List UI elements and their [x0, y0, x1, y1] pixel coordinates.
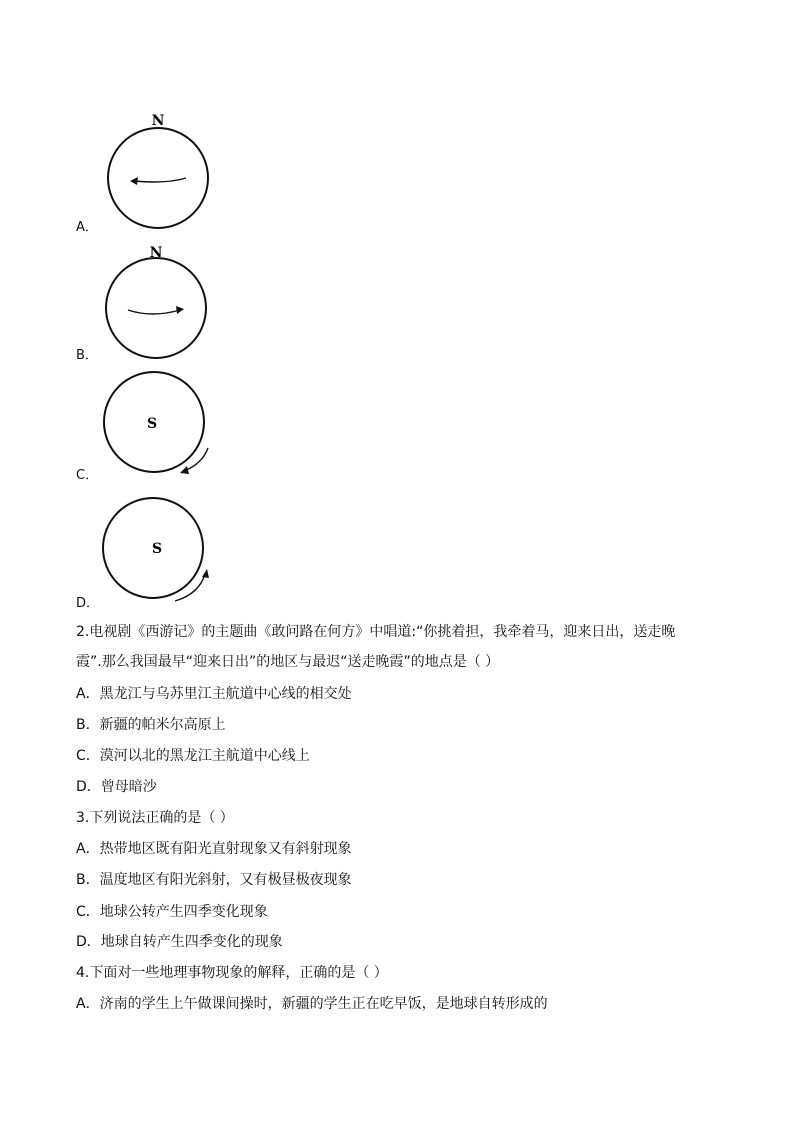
question-3-option-d: D．地球自转产生四季变化的现象: [76, 934, 283, 950]
globe-north-diagram-a: [106, 110, 216, 230]
figure-letter-a: A．: [76, 220, 98, 235]
globe-south-diagram-d: [103, 498, 223, 608]
question-2-option-c: C．漠河以北的黑龙江主航道中心线上: [76, 748, 310, 764]
figure-b: [104, 242, 214, 362]
figure-d: [103, 498, 223, 608]
globe-outline-a: [108, 128, 208, 228]
arrowhead-clockwise-icon: [180, 466, 189, 474]
globe-outline-b: [106, 258, 206, 358]
globe-south-diagram-c: [104, 372, 224, 482]
globe-north-diagram-b: [104, 242, 214, 362]
question-2-option-d: D．曾母暗沙: [76, 779, 157, 795]
question-4-option-a: A．济南的学生上午做课间操时，新疆的学生正在吃早饭，是地球自转形成的: [76, 996, 548, 1012]
question-3-stem: 3.下列说法正确的是（ ）: [76, 810, 234, 826]
rotation-arrow-b: [128, 310, 180, 314]
figure-letter-d: D．: [76, 596, 100, 611]
figure-a: [106, 110, 216, 230]
question-2-option-b: B．新疆的帕米尔高原上: [76, 717, 226, 733]
arrowhead-left-icon: [130, 177, 138, 185]
rotation-arrow-d: [175, 574, 205, 601]
arrowhead-counterclockwise-icon: [202, 569, 209, 578]
figure-letter-c: C．: [76, 468, 99, 483]
question-2-option-a: A．黑龙江与乌苏里江主航道中心线的相交处: [76, 686, 352, 702]
pole-label-c: S: [146, 416, 158, 432]
figure-c: [104, 372, 224, 482]
rotation-arrow-a: [134, 178, 186, 182]
question-3-option-b: B．温度地区有阳光斜射，又有极昼极夜现象: [76, 872, 352, 888]
question-4-stem: 4.下面对一些地理事物现象的解释，正确的是（ ）: [76, 965, 388, 981]
question-2-stem-line-1: 2.电视剧《西游记》的主题曲《敢问路在何方》中唱道:“你挑着担，我牵着马，迎来日出，送走晚: [76, 624, 676, 640]
pole-label-d: S: [151, 541, 163, 557]
question-3-option-c: C．地球公转产生四季变化现象: [76, 904, 268, 920]
question-2-stem-line-2: 霞”.那么我国最早“迎来日出”的地区与最迟“送走晚霞”的地点是（ ）: [76, 654, 500, 670]
arrowhead-right-icon: [176, 306, 184, 314]
pole-label-a: N: [151, 113, 165, 129]
figure-letter-b: B．: [76, 348, 98, 363]
pole-label-b: N: [149, 245, 163, 261]
question-3-option-a: A．热带地区既有阳光直射现象又有斜射现象: [76, 841, 352, 857]
